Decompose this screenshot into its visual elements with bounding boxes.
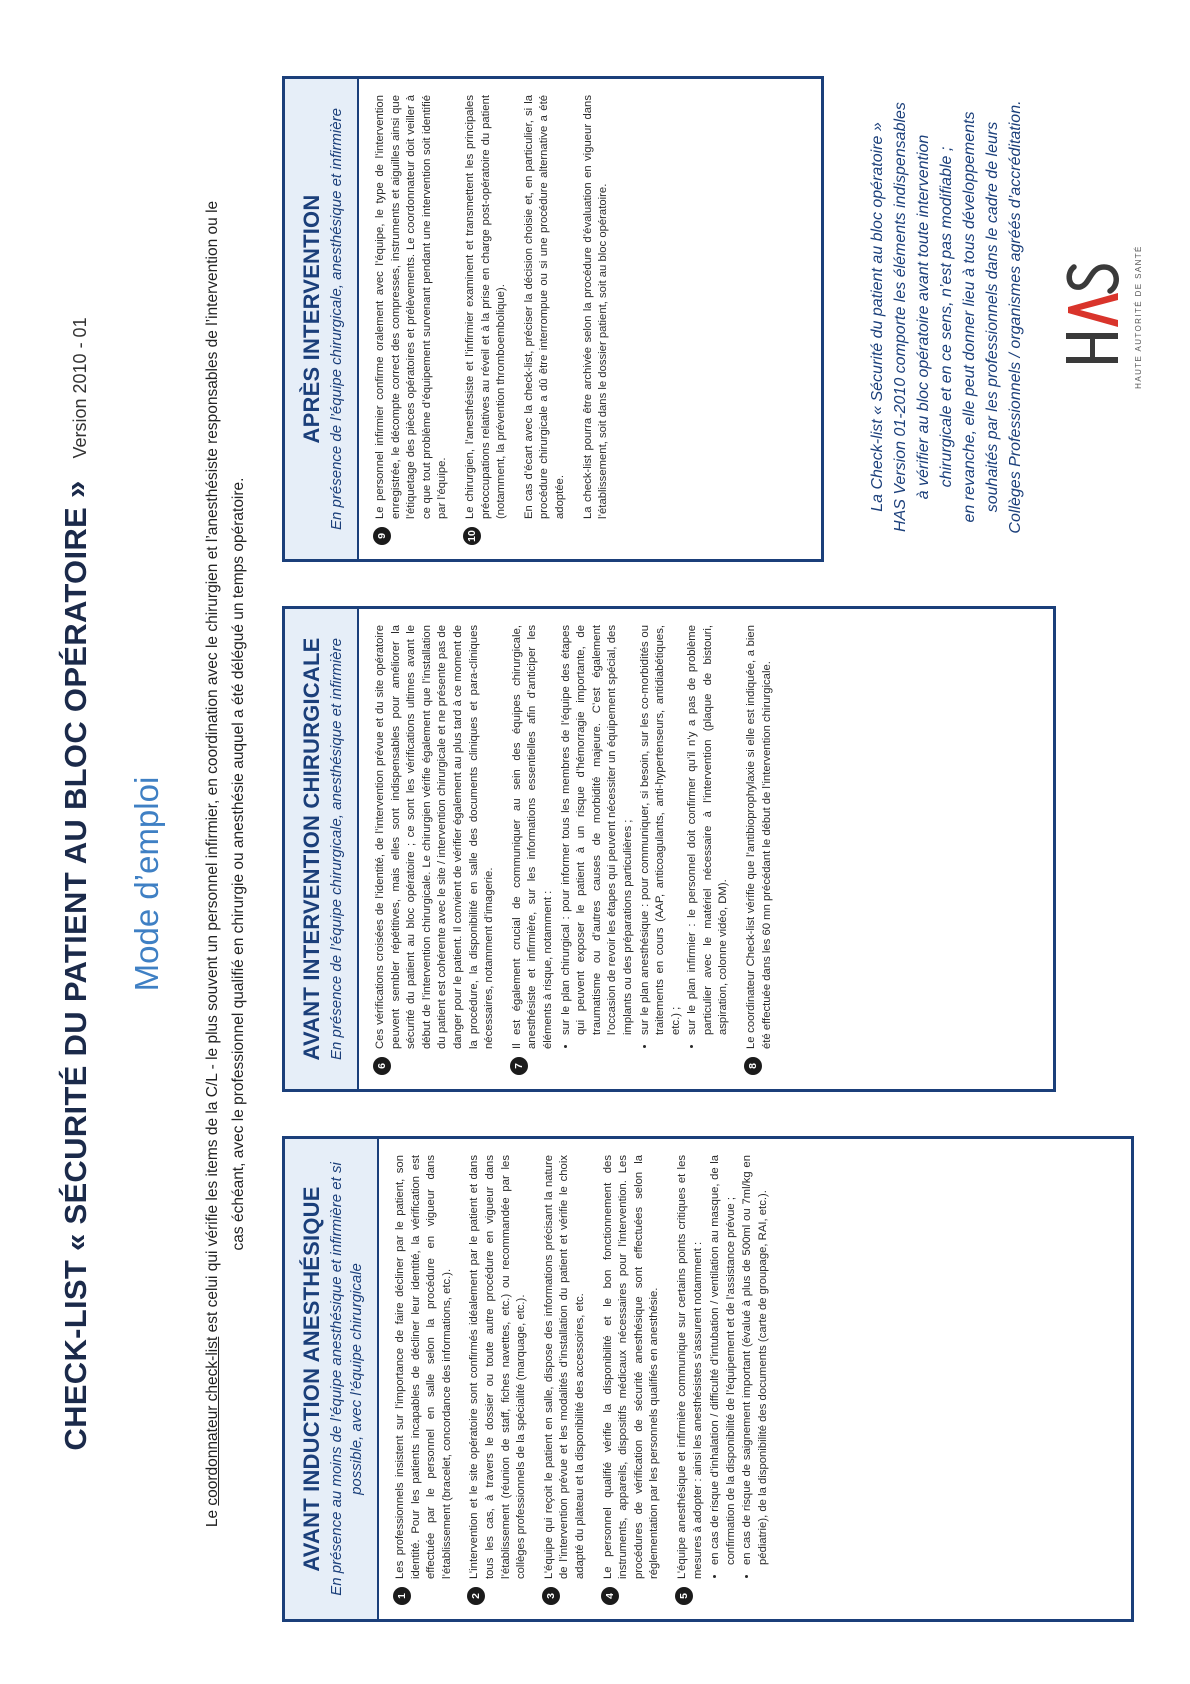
note-paragraph: En cas d’écart avec la check-list, préciser la décision choisie et, en particulier, si la procédure chirurgicale a dû être interrompue ou si une procédure alternative a été adoptée. [522,95,566,519]
column-body [359,79,636,559]
item-number-badge: 1 [393,1587,411,1605]
item-number-badge: 4 [601,1587,619,1605]
has-logo-caption: HAUTE AUTORITÉ DE SANTÉ [1134,245,1143,389]
closing-line: souhaités par les professionnels dans le cadre de leurs [984,121,1001,513]
bullet-item: • en cas de risque de saignement important (évalué à plus de 500ml ou 7ml/kg en pédiatrie), de la disponibilité des documents (carte de groupage, RAI, etc.). [740,1155,771,1565]
checklist-item [542,1155,589,1605]
column-body [359,609,799,1089]
item-text: Les professionnels insistent sur l’importance de faire décliner par le patient, son identité. Pour les patients incapables de décliner leur identité, la vérification est effectuée par le personnel en salle selon la procédure en vigueur dans l’établissement (bracelet, concordance des informations, etc.). [394,1155,453,1579]
item-number-badge: 7 [510,1057,528,1075]
column-header [285,1139,379,1619]
item-text: L’intervention et le site opératoire sont confirmés idéalement par le patient et dans tous les cas, à travers le dossier ou toute autre procédure en vigueur dans l’établissement (réunion de staff, fiches navettes, etc.) ou recommandée par les collèges professionnels de la spécialité (marquage, etc.). [468,1155,528,1579]
item-number-badge: 2 [467,1587,485,1605]
bullet-list [559,625,733,1049]
checklist-item [510,625,732,1075]
note-paragraph: La check-list pourra être archivée selon la procédure d’évaluation en vigueur dans l’établissement, soit dans le dossier patient, soit au bloc opératoire. [581,95,610,519]
checklist-item [373,95,451,545]
checklist-title: CHECK-LIST « SÉCURITÉ DU PATIENT AU BLOC OPÉRATOIRE » [58,480,93,1451]
item-text: Le coordinateur Check-list vérifie que l’antibioprophylaxie si elle est indiquée, a bien été effectuée dans les 60 mn précédant le début de l’intervention chirurgicale. [745,625,773,1049]
column-header [285,79,359,559]
column-avant-intervention [282,606,1056,1092]
checklist-item [744,625,775,1075]
column-heading: AVANT INDUCTION ANESTHÉSIQUE [299,1186,324,1572]
item-text: Le chirurgien, l’anesthésiste et l’infirmier examinent et transmettent les principales préoccupations relatives au réveil et à la prise en charge post-opératoire du patient (notamment, la prévention thromboembolique). [463,95,508,519]
bullet-item: • sur le plan infirmier : le personnel doit confirmer qu’il n’y a pas de problème particulier avec le matériel nécessaire à l’intervention (plaque de bistouri, aspiration, colonne vidéo, DM). [685,625,732,1035]
column-subheading: En présence de l’équipe chirurgicale, anesthésique et infirmière [328,108,345,530]
checklist-item [463,95,510,545]
closing-line: La Check-list « Sécurité du patient au bloc opératoire » [869,122,886,512]
closing-line: chirurgicale et en ce sens, n’est pas modifiable ; [938,146,955,488]
item-text: L’équipe anesthésique et infirmière communique sur certains points critiques et les mesures à adopter : ainsi les anesthésistes s’assurent notamment : [675,1155,704,1579]
closing-line: HAS Version 01-2010 comporte les éléments indispensables [892,102,909,532]
version-label: Version 2010 - 01 [70,317,90,459]
item-number-badge: 8 [744,1057,762,1075]
has-logo [1060,172,1143,462]
item-text: Le personnel qualifié vérifie la disponibilité et le bon fonctionnement des instruments, appareils, dispositifs médicaux nécessaires pour l’intervention. Les procédures de vérification de sécurité anesthésique sont effectuées selon la réglementation par les personnels qualifiés en anesthésie. [601,1155,661,1579]
column-subheading: En présence au moins de l’équipe anesthésique et infirmière et si possible, avec l’équipe chirurgicale [328,1162,365,1596]
item-number-badge: 9 [373,527,391,545]
item-number-badge: 10 [463,527,481,545]
closing-line: à vérifier au bloc opératoire avant toute intervention [915,134,932,500]
column-header [285,609,359,1089]
bullet-item: • sur le plan anesthésique : pour communiquer, si besoin, sur les co-morbidités ou traitements en cours (AAP, anticoagulants, anti-hypertenseurs, antidiabétiques, etc.) ; [638,625,685,1035]
page-title [58,144,94,1624]
closing-line: en revanche, elle peut donner lieu à tous développements [961,111,978,523]
item-text: Il est également crucial de communiquer au sein des équipes chirurgicale, anesthésiste et infirmière, sur les informations essentielles afin d’anticiper les éléments à risque, notamment : [510,625,554,1049]
closing-line: Collèges Professionnels / organismes agréés d’accréditation. [1007,100,1024,534]
column-heading: AVANT INTERVENTION CHIRURGICALE [299,637,324,1061]
column-body [379,1139,795,1619]
item-number-badge: 6 [373,1057,391,1075]
item-text: L’équipe qui reçoit le patient en salle, dispose des informations précisant la nature de l’intervention prévue et les modalités d’installation du patient et vérifie le choix adapté du plateau et la disponibilité des accessoires, etc. [542,1155,586,1579]
mode-emploi-subtitle: Mode d’emploi [128,776,165,992]
bullet-item: • en cas de risque d’inhalation / difficulté d’intubation / ventilation au masque, de la confirmation de la disponibilité de l’équipement et de l’assistance prévue ; [708,1155,739,1565]
checklist-item [393,1155,455,1605]
item-number-badge: 3 [542,1587,560,1605]
column-heading: APRÈS INTERVENTION [299,194,324,444]
item-number-badge: 5 [675,1587,693,1605]
column-avant-induction [282,1136,1134,1622]
has-logo-icon [1060,257,1130,377]
column-apres-intervention [282,76,824,562]
item-text: Ces vérifications croisées de l’identité, de l’intervention prévue et du site opératoire peuvent sembler répétitives, mais elles sont indispensables pour améliorer la sécurité du patient au bloc opératoire ; ce sont les vérifications ultimes avant le début de l’intervention chirurgicale. Le chirurgien vérifie également que l’installation du patient est cohérente avec le site / intervention chirurgicale et ne présente pas de danger pour le patient. Il convient de vérifier également au plus tard à ce moment de la procédure, la disponibilité en salle des documents cliniques et para-cliniques nécessaires, notamment d’imagerie. [374,625,496,1049]
intro-text: Le coordonnateur check-list est celui qui vérifie les items de la C/L - le plus souvent un personnel infirmier, en coordination avec le chirurgien et l’anesthésiste responsables de l’intervention ou le cas échéant, avec le professionnel qualifié en chirurgie ou anesthésie auquel a été délégué un temps opératoire. [204,200,247,1528]
column-subheading: En présence de l’équipe chirurgicale, anesthésique et infirmière [328,638,345,1060]
bullet-list [708,1155,771,1579]
checklist-item [675,1155,772,1605]
checklist-item [601,1155,663,1605]
checklist-item [373,625,498,1075]
closing-statement [866,72,1027,562]
coordonnateur-link[interactable]: coordonnateur check-list [204,1336,221,1506]
item-text: Le personnel infirmier confirme oralement avec l’équipe, le type de l’intervention enregistrée, le décompte correct des compresses, instruments et aiguilles ainsi que l’étiquetage des pièces opératoires et prélèvements. Le coordonnateur doit veiller à ce que tout problème d’équipement survenant pendant une intervention soit identifié par l’équipe. [374,95,449,519]
bullet-item: • sur le plan chirurgical : pour informer tous les membres de l’équipe des étapes qui peuvent exposer le patient à un risque d’hémorragie importante, de traumatisme ou d’autres causes de morbidité majeure. C’est également l’occasion de revoir les étapes qui peuvent nécessiter un équipement spécial, des implants ou des préparations particulières ; [559,625,637,1035]
checklist-item [467,1155,529,1605]
